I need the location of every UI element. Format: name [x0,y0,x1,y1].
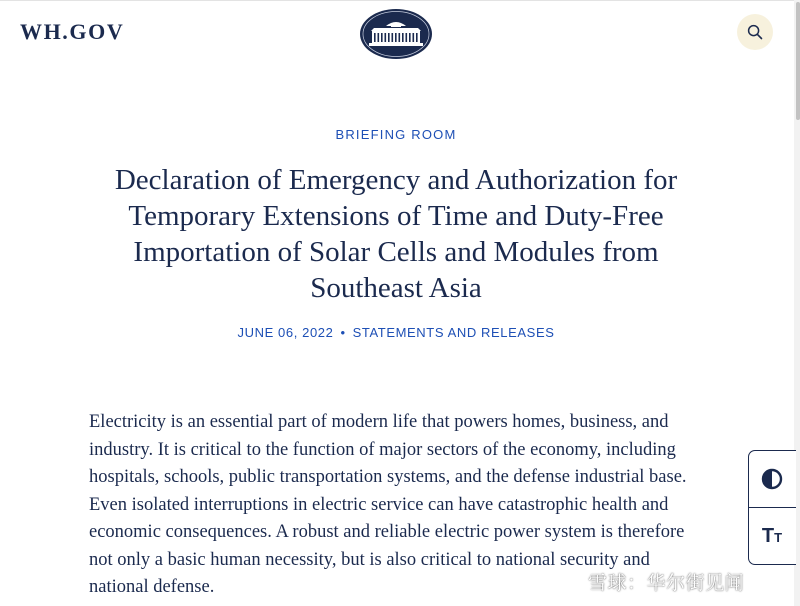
meta-separator: • [340,325,346,340]
contrast-icon [761,468,783,490]
site-header [0,0,800,70]
contrast-toggle-button[interactable] [749,451,795,507]
article-paragraph: Electricity is an essential part of modern life that powers homes, business, and industry. It is critical to the function of major sectors of the economy, including hospitals, schools, public transportation systems, and the defense industrial base. Even isolated interruptions in electric service can have catastrophic health and economic consequences. A robust and reliable electric power system is therefore not only a basic human necessity, but is also critical to national security and national defense. [89,412,687,597]
article-title: Declaration of Emergency and Authorization for Temporary Extensions of Time and Duty-Free Importation of Solar Cells and Modules from Southeast Asia [114,164,678,304]
search-icon [747,24,763,40]
watermark [562,568,744,594]
article-date: JUNE 06, 2022 [237,325,334,340]
accessibility-toolbar [748,450,796,565]
site-logo-link[interactable]: WH.GOV [20,19,125,44]
category-link[interactable]: STATEMENTS AND RELEASES [352,325,555,340]
watermark-text: 雪球：华尔街见闻 [588,571,745,594]
search-button[interactable] [737,14,773,50]
text-size-icon: TT [761,525,783,547]
text-size-button[interactable] [749,508,795,564]
article-meta [0,325,792,340]
section-link[interactable]: BRIEFING ROOM [335,127,457,142]
scrollbar-thumb[interactable] [796,2,800,120]
white-house-seal-icon [360,9,432,59]
snowball-logo-icon [562,570,584,592]
